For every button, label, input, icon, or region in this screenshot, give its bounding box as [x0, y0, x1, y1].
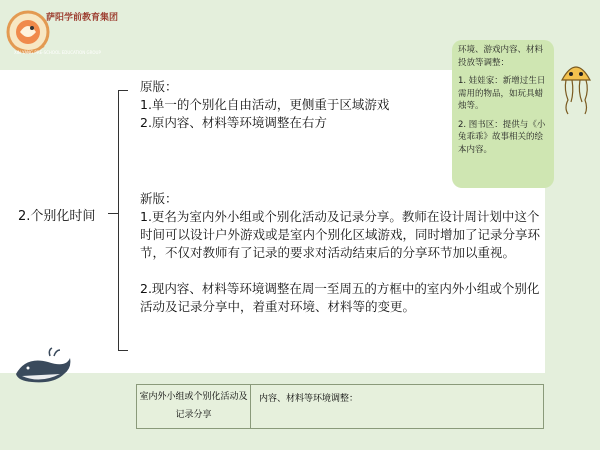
new-paragraph-2: 2.现内容、材料等环境调整在周一至周五的方框中的室内外小组或个别化活动及记录分享中，着重对环境、材料等的变更。 [140, 281, 540, 314]
note-item-2: 2. 图书区：提供与《小兔乖乖》故事相关的绘本内容。 [458, 119, 546, 155]
schedule-table [136, 384, 544, 429]
group-logo [6, 6, 119, 64]
brace-top-tick [118, 90, 128, 91]
main-label: 2.个别化时间 [18, 209, 96, 224]
brace-connector [108, 213, 118, 214]
brace-line [118, 90, 119, 350]
brace-bottom-tick [118, 350, 128, 351]
logo-name: 萨阳学前教育集团 [46, 13, 119, 23]
original-version [140, 78, 389, 132]
new-paragraph-1: 1.更名为室内外小组或个别化活动及记录分享。教师在设计周计划中这个时间可以设计户外游戏或是室内个别化区域游戏，同时增加了记录分享环节，不仅对教师有了记录的要求对活动结束后的分享环节加以重视。 [140, 209, 541, 260]
whale-icon [10, 346, 80, 388]
new-version [140, 190, 540, 316]
note-item-1: 1. 娃娃家：新增过生日需用的物品，如玩具蜡烛等。 [458, 76, 546, 111]
jellyfish-icon [558, 58, 594, 118]
logo-subtitle: XIN YANG PRE-SCHOOL EDUCATION GROUP [14, 50, 101, 55]
original-heading: 原版： [140, 79, 178, 94]
note-title: 环境、游戏内容、材料投放等调整： [458, 45, 544, 68]
original-line-1: 1.单一的个别化自由活动，更侧重于区域游戏 [140, 97, 390, 112]
adjustment-note [452, 40, 554, 188]
table-cell-activity: 室内外小组或个别化活动及记录分享 [137, 385, 251, 428]
table-cell-adjustment: 内容、材料等环境调整： [259, 394, 359, 404]
original-line-2: 2.原内容、材料等环境调整在右方 [140, 115, 327, 130]
new-heading: 新版： [140, 191, 178, 206]
